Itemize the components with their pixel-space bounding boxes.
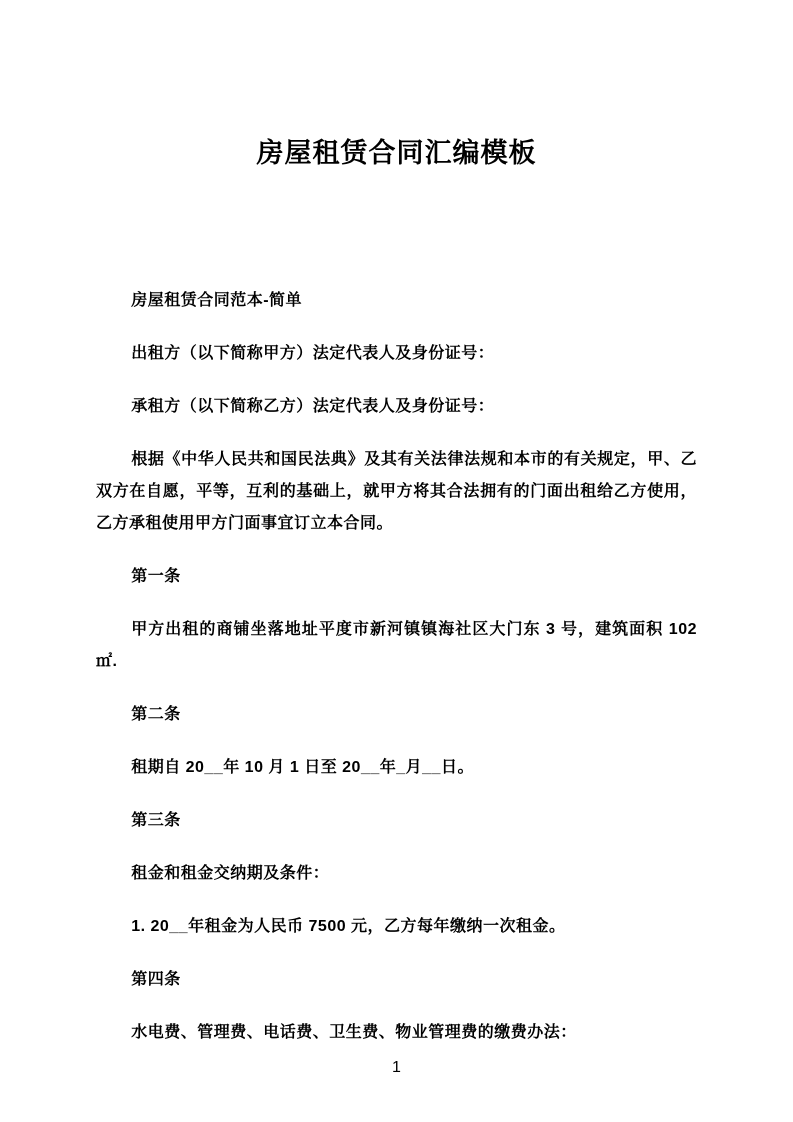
clause-3-item-1: 1. 20__年租金为人民币 7500 元，乙方每年缴纳一次租金。 (131, 918, 566, 935)
preamble-paragraph: 根据《中华人民共和国民法典》及其有关法律法规和本市的有关规定，甲、乙双方在自愿，平等，互利的基础上，就甲方将其合法拥有的门面出租给乙方使用，乙方承租使用甲方门面事宜订立本合同。 (96, 451, 697, 532)
page-number: 1 (392, 1059, 401, 1076)
clause-1-heading: 第一条 (131, 568, 181, 585)
clause-3-heading: 第三条 (131, 812, 181, 829)
clause-4-heading: 第四条 (131, 971, 181, 988)
document-title: 房屋租赁合同汇编模板 (256, 138, 537, 168)
clause-3-text: 租金和租金交纳期及条件： (131, 865, 330, 882)
clause-1-text: 甲方出租的商铺坐落地址平度市新河镇镇海社区大门东 3 号，建筑面积 102 ㎡. (96, 621, 697, 670)
lessor-line: 出租方（以下简称甲方）法定代表人及身份证号： (131, 345, 495, 362)
lessee-line: 承租方（以下简称乙方）法定代表人及身份证号： (131, 398, 495, 415)
clause-2-text: 租期自 20__年 10 月 1 日至 20__年_月__日。 (131, 759, 474, 776)
contract-subtitle: 房屋租赁合同范本-简单 (131, 292, 303, 309)
clause-4-text: 水电费、管理费、电话费、卫生费、物业管理费的缴费办法： (131, 1024, 577, 1041)
clause-2-heading: 第二条 (131, 706, 181, 723)
